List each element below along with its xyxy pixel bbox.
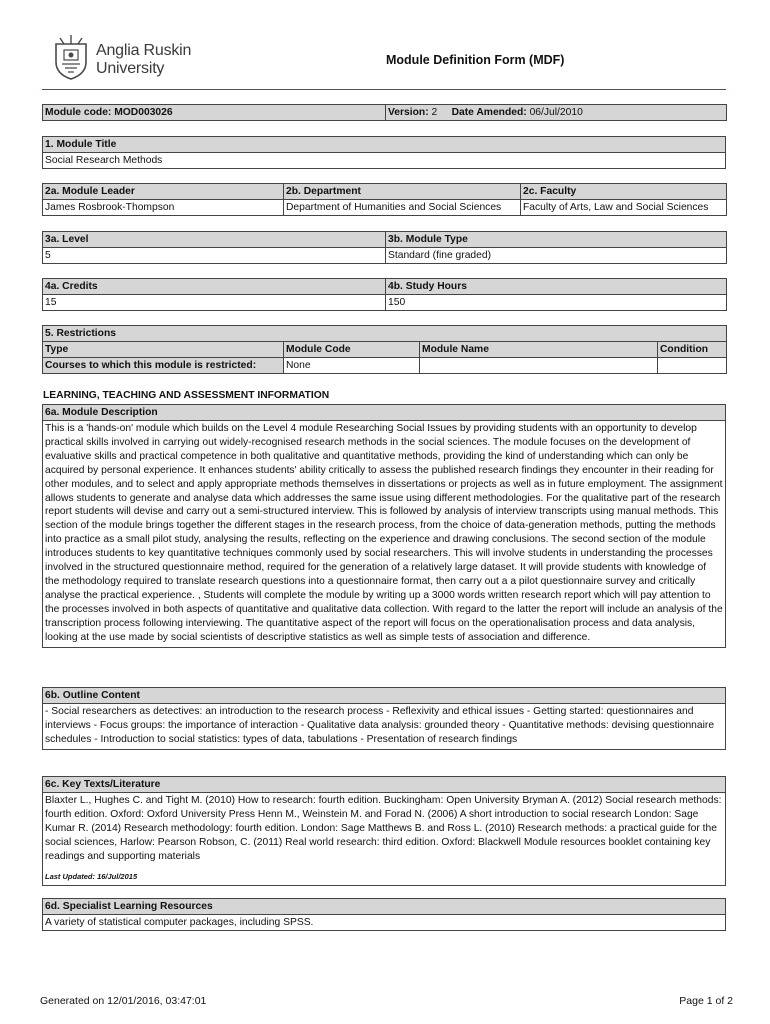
outline-content-label: 6b. Outline Content — [43, 688, 726, 704]
study-hours-label: 4b. Study Hours — [386, 279, 727, 295]
faculty-value: Faculty of Arts, Law and Social Sciences — [521, 200, 727, 216]
level-label: 3a. Level — [43, 232, 386, 248]
outline-content-text: - Social researchers as detectives: an introduction to the research process - Reflexivity and ethical issues - Getting started: questionnaires and interviews - Focus groups: the importance of interaction - Qualitative data analysis: grounded theory - Quantitative methods: devising questionnaire schedules - Introduction to social statistics: types of data, tabulations - Presentation of research findings — [43, 704, 726, 750]
restrictions-label: 5. Restrictions — [43, 326, 727, 342]
restricted-module-code: None — [284, 358, 420, 374]
module-code: Module code: MOD003026 — [43, 105, 386, 121]
version-label: Version: — [388, 107, 429, 118]
col-type: Type — [43, 342, 284, 358]
module-type-value: Standard (fine graded) — [386, 248, 727, 264]
last-updated: Last Updated: 16/Jul/2015 — [45, 871, 138, 881]
crest-icon — [50, 34, 92, 80]
module-title-table — [42, 136, 726, 169]
col-module-code: Module Code — [284, 342, 420, 358]
date-label: Date Amended: — [451, 107, 527, 118]
restrictions-table — [42, 325, 727, 374]
date-value: 06/Jul/2010 — [529, 107, 583, 118]
specialist-resources-table — [42, 898, 726, 931]
department-label: 2b. Department — [284, 184, 521, 200]
restricted-courses-label: Courses to which this module is restricted: — [43, 358, 284, 374]
key-texts-table — [42, 776, 726, 886]
specialist-resources-label: 6d. Specialist Learning Resources — [43, 899, 726, 915]
faculty-label: 2c. Faculty — [521, 184, 727, 200]
module-description-text: This is a 'hands-on' module which builds on the Level 4 module Researching Social Issues by providing students with an opportunity to develop practical skills involved in carrying out widely-recognised research methods in the social sciences. The module focuses on the development of evaluative skills and practical competence in both qualitative and quantitative methods, providing the kind of understanding which can only be acquired by personal experience. It enhances students' ability critically to assess the published research findings they encounter in their reading for other modules, and to select and apply appropriate methods themselves in dissertations or projects as well as in future employment. The assignment allows students to generate and analyse data which addresses the same issue using different methodologies. For the qualitative part of the research report students will devise and carry out a semi-structured interview. This is followed by analysis of interview transcripts using manual methods. This section of the module brings together the different stages in the research process, from the choice of data-generation methods, putting the methods into practice as a small pilot study, analysing the results, reflecting on the experience and drawing conclusions. The second section of the module introduces students to key quantitative techniques commonly used by social researchers. This will involve students in understanding the processes involved in the structured questionnaire method, required for the generation of a relatively large dataset. It will provide students with knowledge of the methodology required to translate research questions into a questionnaire format, then carry out a a pilot questionnaire survey and critically analyse the practical experience. , Students will complete the module by writing up a 3000 words written research report which will pay attention to the processes involved in both aspects of quantitative and qualitative data collection. With regard to the latter the report will include an analysis of the transcription process following interviewing. The quantitative aspect of the report will focus on the operationalisation process and data analysis, looking at the use made by social scientists of descriptive statistics as well as simple tests of association and difference. — [43, 421, 726, 648]
logo-line2: University — [96, 60, 165, 77]
restricted-condition — [658, 358, 727, 374]
outline-content-table — [42, 687, 726, 750]
module-code-table — [42, 104, 727, 121]
department-value: Department of Humanities and Social Sciences — [284, 200, 521, 216]
leader-table — [42, 183, 727, 216]
module-description-table — [42, 404, 726, 648]
credits-table — [42, 278, 727, 311]
study-hours-value: 150 — [386, 295, 727, 311]
key-texts-label: 6c. Key Texts/Literature — [43, 777, 726, 793]
version-date-cell — [386, 105, 727, 121]
restricted-module-name — [420, 358, 658, 374]
version-value: 2 — [431, 107, 438, 118]
generated-timestamp: Generated on 12/01/2016, 03:47:01 — [40, 995, 207, 1007]
col-condition: Condition — [658, 342, 727, 358]
key-texts-text: Blaxter L., Hughes C. and Tight M. (2010) How to research: fourth edition. Buckingham: Open University Bryman A. (2012) Social research methods: fourth edition. Oxford: Oxford University Press Henn M., Weinstein M. and Forad N. (2006) A short introduction to social research London: Sage Kumar R. (2014) Research methodology: fourth edition. London: Sage Matthews B. and Ross L. (2010) Research methods: a practical guide for the social sciences, Harlow: Pearson Robson, C. (2011) Real world research: third edition. Oxford: Blackwell Module resources booklet containing key readings and supporting materials — [45, 795, 722, 862]
module-description-label: 6a. Module Description — [43, 405, 726, 421]
header-divider — [42, 89, 726, 90]
university-logo — [50, 34, 210, 84]
specialist-resources-text: A variety of statistical computer packages, including SPSS. — [43, 915, 726, 931]
module-type-label: 3b. Module Type — [386, 232, 727, 248]
col-module-name: Module Name — [420, 342, 658, 358]
module-leader-label: 2a. Module Leader — [43, 184, 284, 200]
document-title: Module Definition Form (MDF) — [386, 53, 565, 67]
credits-value: 15 — [43, 295, 386, 311]
module-title-value: Social Research Methods — [43, 153, 726, 169]
key-texts-cell — [43, 793, 726, 886]
logo-line1: Anglia Ruskin — [96, 42, 192, 59]
lta-heading: LEARNING, TEACHING AND ASSESSMENT INFORMATION — [43, 390, 330, 401]
level-table — [42, 231, 727, 264]
credits-label: 4a. Credits — [43, 279, 386, 295]
module-leader-value: James Rosbrook-Thompson — [43, 200, 284, 216]
page-number: Page 1 of 2 — [679, 995, 733, 1007]
level-value: 5 — [43, 248, 386, 264]
module-title-label: 1. Module Title — [43, 137, 726, 153]
